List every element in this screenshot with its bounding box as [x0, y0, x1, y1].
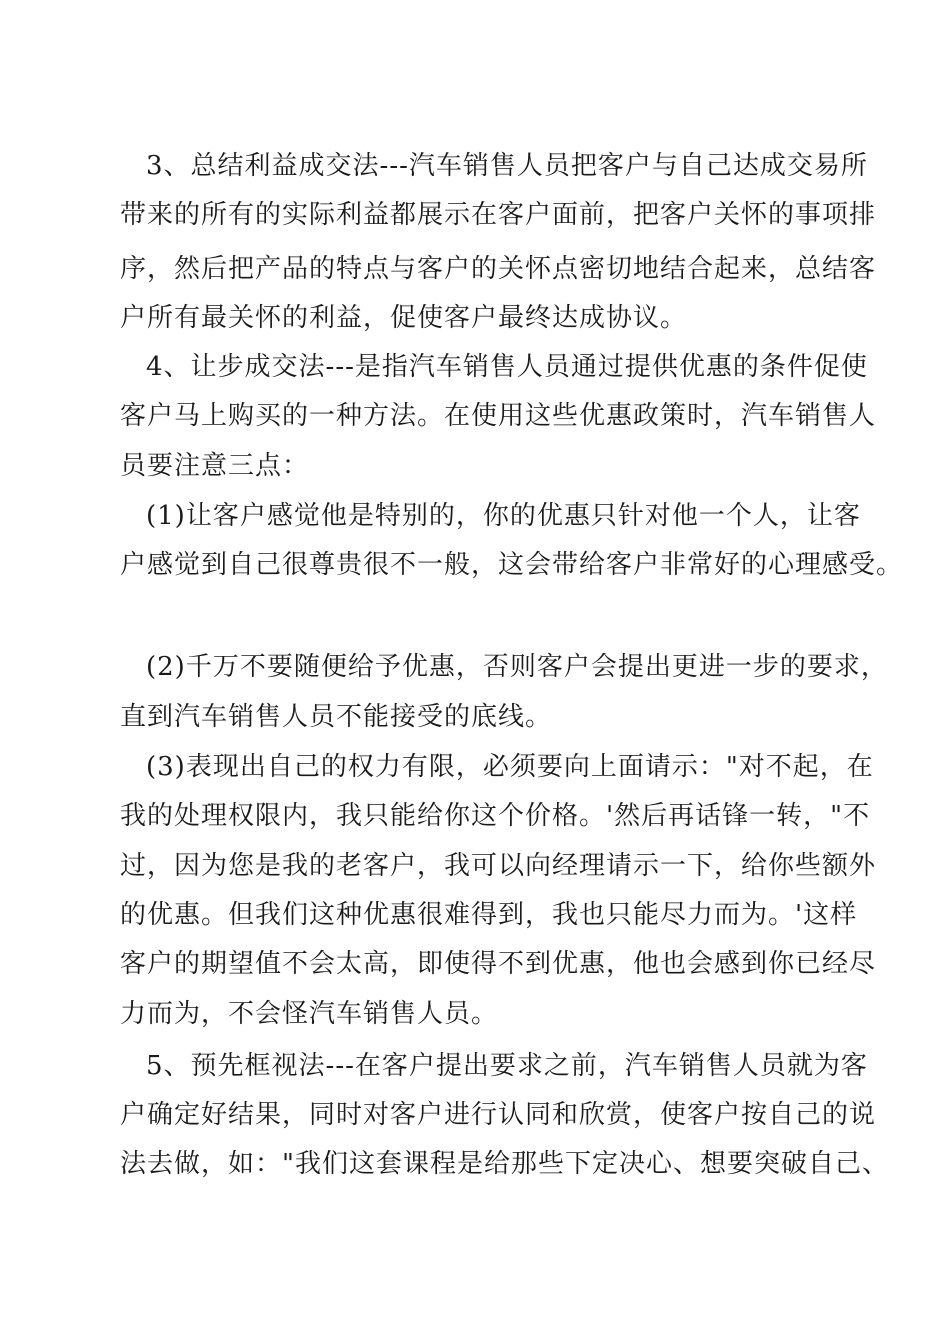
- paragraph-3-line-1: 3、总结利益成交法---汽车销售人员把客户与自己达成交易所: [146, 151, 868, 181]
- point-1-line-2: 户感觉到自己很尊贵很不一般，这会带给客户非常好的心理感受。: [120, 550, 904, 580]
- paragraph-4-line-3: 员要注意三点：: [120, 451, 310, 481]
- paragraph-5-line-2: 户确定好结果，同时对客户进行认同和欣赏，使客户按自己的说: [120, 1100, 877, 1130]
- paragraph-3-line-3: 序，然后把产品的特点与客户的关怀点密切地结合起来，总结客: [120, 254, 877, 284]
- point-3-line-5: 客户的期望值不会太高，即使得不到优惠，他也会感到你已经尽: [120, 949, 877, 979]
- point-2-line-2: 直到汽车销售人员不能接受的底线。: [120, 702, 553, 732]
- point-3-line-3: 过，因为您是我的老客户，我可以向经理请示一下，给你些额外: [120, 851, 877, 881]
- paragraph-3-line-2: 带来的所有的实际利益都展示在客户面前，把客户关怀的事项排: [120, 200, 877, 230]
- paragraph-5-line-3: 法去做，如："我们这套课程是给那些下定决心、想要突破自己、: [120, 1149, 889, 1179]
- point-3-line-6: 力而为，不会怪汽车销售人员。: [120, 999, 499, 1029]
- point-2-line-1: (2)千万不要随便给予优惠，否则客户会提出更进一步的要求，: [146, 652, 888, 682]
- point-1-line-1: (1)让客户感觉他是特别的，你的优惠只针对他一个人，让客: [146, 501, 861, 531]
- paragraph-4-line-1: 4、让步成交法---是指汽车销售人员通过提供优惠的条件促使: [146, 352, 868, 382]
- paragraph-3-line-4: 户所有最关怀的利益，促使客户最终达成协议。: [120, 303, 688, 333]
- point-3-line-1: (3)表现出自己的权力有限，必须要向上面请示："对不起，在: [146, 752, 874, 782]
- paragraph-4-line-2: 客户马上购买的一种方法。在使用这些优惠政策时，汽车销售人: [120, 401, 877, 431]
- point-3-line-2: 我的处理权限内，我只能给你这个价格。'然后再话锋一转，"不: [120, 801, 871, 831]
- point-3-line-4: 的优惠。但我们这种优惠很难得到，我也只能尽力而为。'这样: [120, 900, 858, 930]
- paragraph-5-line-1: 5、预先框视法---在客户提出要求之前，汽车销售人员就为客: [146, 1051, 868, 1081]
